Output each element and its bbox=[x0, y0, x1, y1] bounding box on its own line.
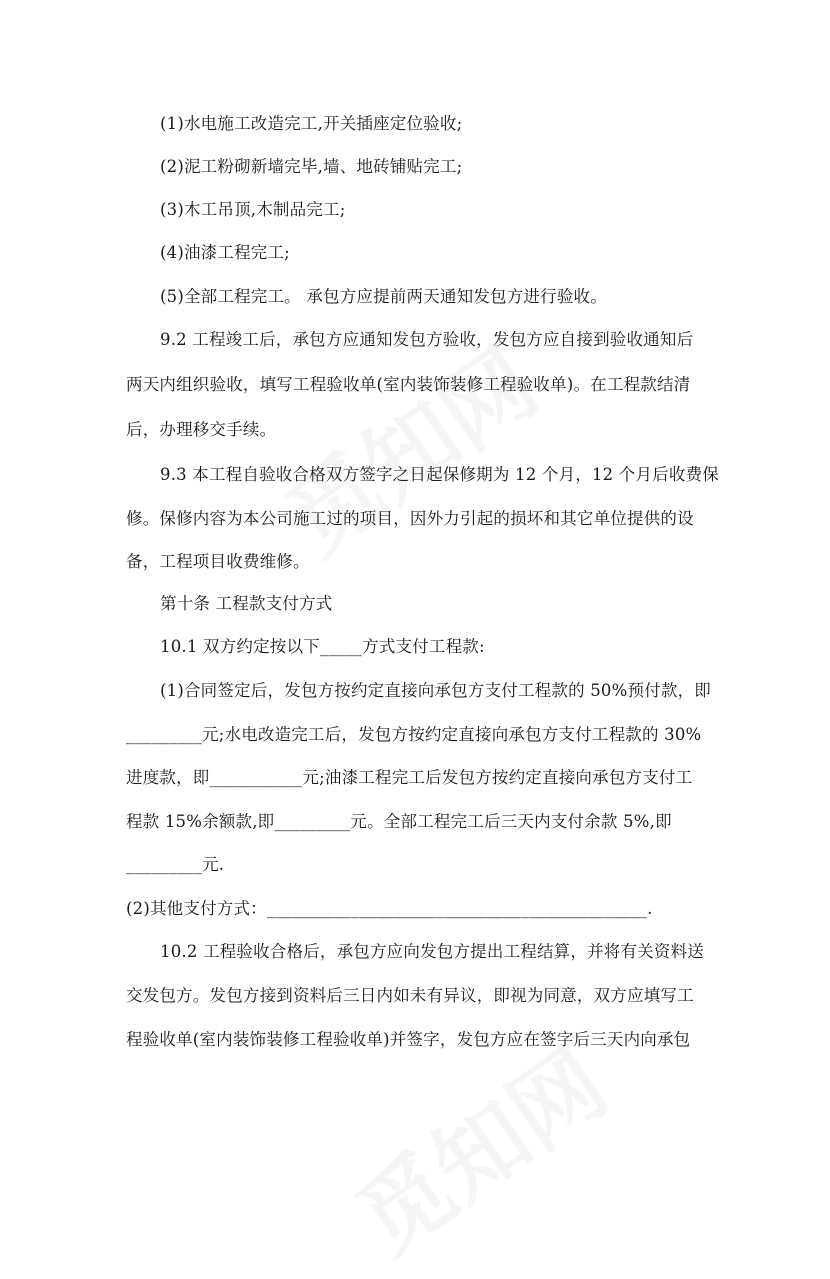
paragraph-line: 9.3 本工程自验收合格双方签字之日起保修期为 12 个月，12 个月后收费保 bbox=[160, 465, 720, 484]
paragraph-line: (2)泥工粉砌新墙完毕,墙、地砖铺贴完工; bbox=[160, 157, 463, 176]
watermark bbox=[257, 313, 559, 579]
paragraph-line: _________元;水电改造完工后，发包方按约定直接向承包方支付工程款的 30% bbox=[126, 725, 702, 744]
section-heading: 第十条 工程款支付方式 bbox=[160, 594, 333, 613]
paragraph-line: (2)其他支付方式：_____________________________________________. bbox=[126, 899, 653, 918]
paragraph-line: 修。保修内容为本公司施工过的项目，因外力引起的损坏和其它单位提供的设 bbox=[126, 509, 694, 528]
paragraph-line: 程验收单(室内装饰装修工程验收单)并签字，发包方应在签字后三天内向承包 bbox=[126, 1030, 691, 1049]
paragraph-line: (1)水电施工改造完工,开关插座定位验收; bbox=[160, 114, 463, 133]
paragraph-line: 10.2 工程验收合格后，承包方应向发包方提出工程结算，并将有关资料送 bbox=[160, 942, 704, 961]
paragraph-line: (3)木工吊顶,木制品完工; bbox=[160, 200, 346, 219]
paragraph-line: 进度款，即___________元;油漆工程完工后发包方按约定直接向承包方支付工 bbox=[126, 768, 693, 787]
paragraph-line: _________元. bbox=[126, 855, 225, 874]
paragraph-line: 程款 15%余额款,即_________元。全部工程完工后三天内支付余款 5%,即 bbox=[126, 812, 672, 831]
paragraph-line: 交发包方。发包方接到资料后三日内如未有异议，即视为同意，双方应填写工 bbox=[126, 986, 694, 1005]
paragraph-line: 10.1 双方约定按以下_____方式支付工程款: bbox=[160, 637, 485, 656]
paragraph-line: (4)油漆工程完工; bbox=[160, 243, 290, 262]
paragraph-line: (1)合同签定后，发包方按约定直接向承包方支付工程款的 50%预付款，即 bbox=[160, 681, 711, 700]
paragraph-line: 后，办理移交手续。 bbox=[126, 420, 277, 439]
paragraph-line: 备，工程项目收费维修。 bbox=[126, 552, 310, 571]
paragraph-line: 9.2 工程竣工后，承包方应通知发包方验收，发包方应自接到验收通知后 bbox=[160, 330, 694, 349]
watermark-lower bbox=[327, 1013, 629, 1279]
paragraph-line: (5)全部工程完工。 承包方应提前两天通知发包方进行验收。 bbox=[160, 287, 607, 306]
paragraph-line: 两天内组织验收，填写工程验收单(室内装饰装修工程验收单)。在工程款结清 bbox=[126, 375, 691, 394]
